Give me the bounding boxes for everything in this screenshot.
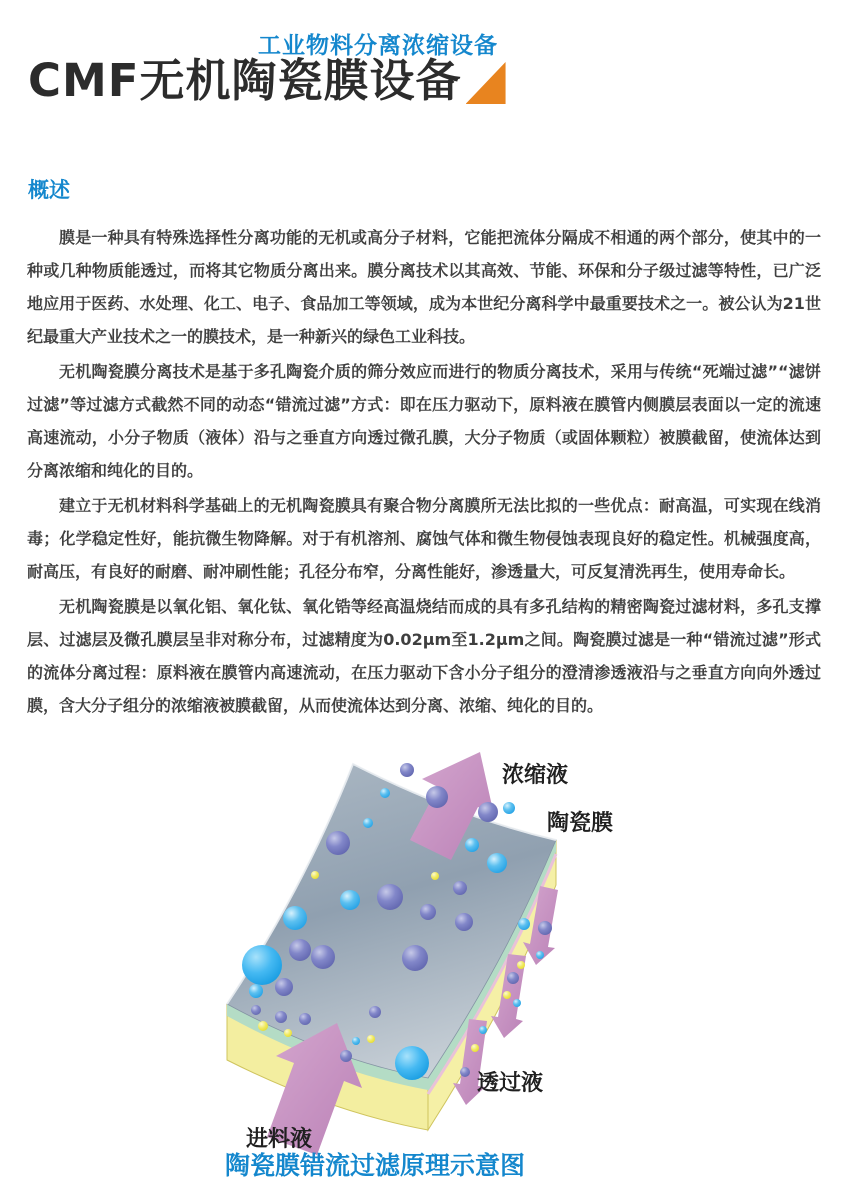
label-permeate: 透过液 (477, 1071, 544, 1096)
paragraph-1: 膜是一种具有特殊选择性分离功能的无机或高分子材料，它能把流体分隔成不相通的两个部分，使其中的一种或几种物质能透过，而将其它物质分离出来。膜分离技术以其高效、节能、环保和分子级过滤等特性，已广泛地应用于医药、水处理、化工、电子、食品加工等领域，成为本世纪分离科学中最重要技术之一。被公认为21世纪最重大产业技术之一的膜技术，是一种新兴的绿色工业科技。 (27, 228, 821, 346)
paragraph-3: 建立于无机材料科学基础上的无机陶瓷膜具有聚合物分离膜所无法比拟的一些优点：耐高温，可实现在线消毒；化学稳定性好，能抗微生物降解。对于有机溶剂、腐蚀气体和微生物侵蚀表现良好的稳定性。机械强度高，耐高压，有良好的耐磨、耐冲刷性能；孔径分布窄，分离性能好，渗透量大，可反复清洗再生，使用寿命长。 (27, 496, 821, 581)
overview-heading: 概述 (28, 178, 70, 202)
title-triangle-icon (466, 62, 506, 104)
overview-body (27, 221, 821, 724)
page-title-row (28, 52, 506, 110)
page-tagline: 工业物料分离浓缩设备 (258, 33, 498, 59)
page-title: CMF无机陶瓷膜设备 (28, 54, 462, 107)
crossflow-filtration-diagram (0, 730, 850, 1195)
label-feed: 进料液 (246, 1127, 313, 1152)
paragraph-2: 无机陶瓷膜分离技术是基于多孔陶瓷介质的筛分效应而进行的物质分离技术，采用与传统“死端过滤”“滤饼过滤”等过滤方式截然不同的动态“错流过滤”方式：即在压力驱动下，原料液在膜管内侧膜层表面以一定的流速高速流动，小分子物质（液体）沿与之垂直方向透过微孔膜，大分子物质（或固体颗粒）被膜截留，使流体达到分离浓缩和纯化的目的。 (27, 362, 821, 480)
diagram-caption: 陶瓷膜错流过滤原理示意图 (225, 1151, 526, 1180)
paragraph-4: 无机陶瓷膜是以氧化铝、氧化钛、氧化锆等经高温烧结而成的具有多孔结构的精密陶瓷过滤材料，多孔支撑层、过滤层及微孔膜层呈非对称分布，过滤精度为0.02μm至1.2μm之间。陶瓷膜过滤是一种“错流过滤”形式的流体分离过程：原料液在膜管内高速流动，在压力驱动下含小分子组分的澄清渗透液沿与之垂直方向向外透过膜，含大分子组分的浓缩液被膜截留，从而使流体达到分离、浓缩、纯化的目的。 (27, 597, 821, 715)
label-ceramic-membrane: 陶瓷膜 (547, 811, 614, 836)
label-concentrate: 浓缩液 (502, 763, 569, 788)
